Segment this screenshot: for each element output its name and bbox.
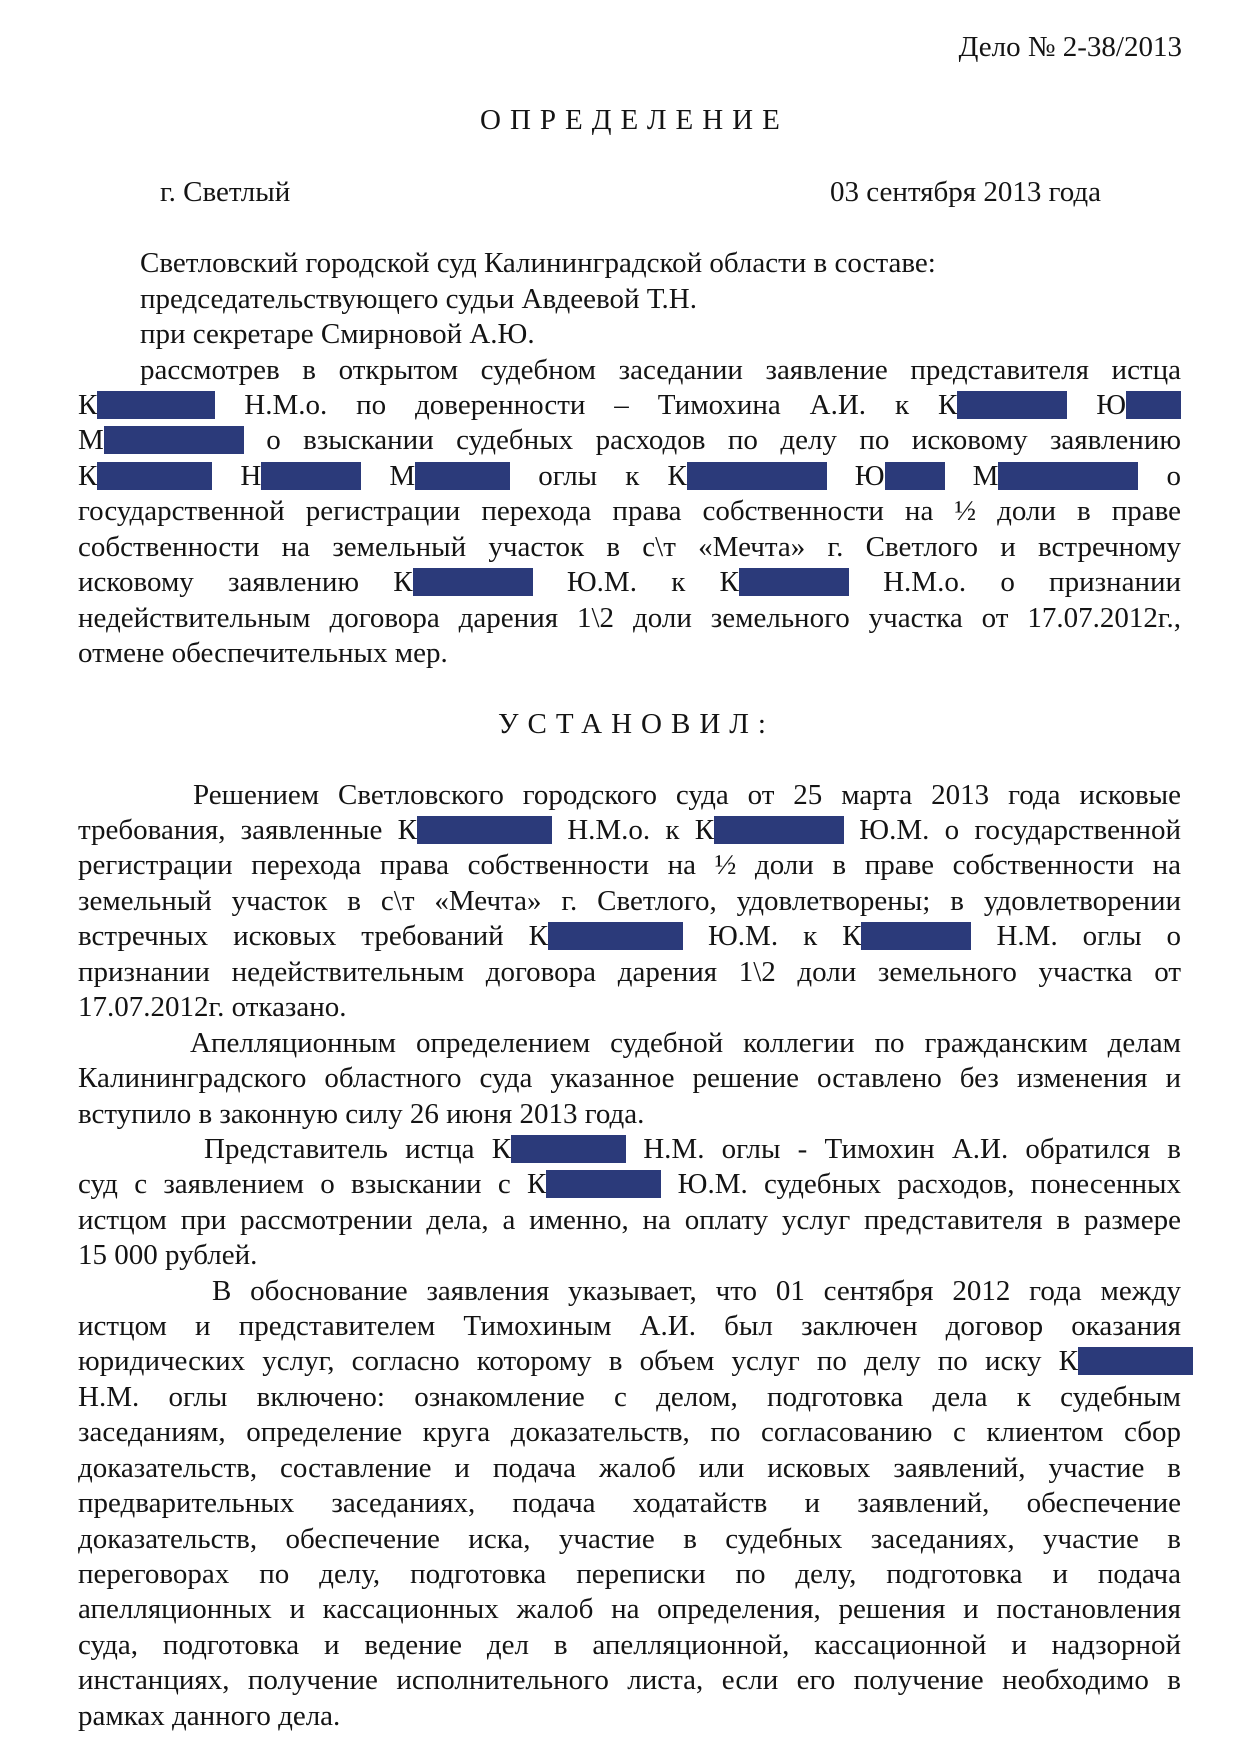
paragraph-line: суда, подготовка и ведение дел в апелляционной, кассационной и надзорной [78, 1629, 1181, 1661]
paragraph-line: признании недействительным договора дарения 1\2 доли земельного участка от [78, 956, 1181, 988]
intro-paragraph-line: рассмотрев в открытом судебном заседании заявление представителя истца [140, 354, 1181, 386]
paragraph-line: встречных исковых требований К Ю.М. к К Н.М. оглы о [78, 920, 1182, 952]
paragraph-line: Представитель истца К Н.М. оглы - Тимохин А.И. обратился в [204, 1133, 1181, 1165]
redaction-box [415, 462, 510, 490]
redaction-box [861, 922, 971, 950]
paragraph-line: вступило в законную силу 26 июня 2013 года. [78, 1098, 645, 1130]
intro-paragraph-line: К Н.М.о. по доверенности – Тимохина А.И. к К Ю [78, 388, 1181, 423]
paragraph-line: истцом и представителем Тимохиным А.И. был заключен договор оказания [78, 1310, 1181, 1342]
redaction-box [548, 922, 683, 950]
paragraph-line: доказательств, обеспечение иска, участие в судебных заседаниях, участие в [78, 1523, 1181, 1555]
paragraph-line: юридических услуг, согласно которому в объем услуг по делу по иску К [78, 1344, 1193, 1379]
document-title: ОПРЕДЕЛЕНИЕ [480, 104, 789, 136]
intro-line: Светловский городской суд Калининградской области в составе: [140, 247, 936, 279]
redaction-box [1126, 391, 1181, 419]
redaction-box [511, 1135, 626, 1163]
redaction-box [104, 426, 244, 454]
redaction-box [97, 391, 215, 419]
redaction-box [1078, 1347, 1193, 1375]
intro-line: председательствующего судьи Авдеевой Т.Н. [140, 283, 697, 315]
intro-paragraph-line: отмене обеспечительных мер. [78, 637, 448, 669]
intro-line: при секретаре Смирновой А.Ю. [140, 318, 535, 350]
intro-paragraph-line: собственности на земельный участок в с\т «Мечта» г. Светлого и встречному [78, 531, 1181, 563]
intro-paragraph-line: М о взыскании судебных расходов по делу по исковому заявлению [78, 424, 1182, 456]
section-title: УСТАНОВИЛ: [498, 708, 775, 740]
paragraph-line: Н.М. оглы включено: ознакомление с делом, подготовка дела к судебным [78, 1381, 1181, 1413]
paragraph-line: рамках данного дела. [78, 1700, 341, 1732]
paragraph-line: предварительных заседаниях, подача ходатайств и заявлений, обеспечение [78, 1487, 1181, 1519]
paragraph-line: 17.07.2012г. отказано. [78, 991, 347, 1023]
paragraph-line: Решением Светловского городского суда от 25 марта 2013 года исковые [193, 779, 1181, 811]
paragraph-line: доказательств, составление и подача жалоб или исковых заявлений, участие в [78, 1452, 1181, 1484]
redaction-box [714, 816, 844, 844]
document-date: 03 сентября 2013 года [830, 176, 1102, 208]
paragraph-line: апелляционных и кассационных жалоб на определения, решения и постановления [78, 1593, 1181, 1625]
paragraph-line: регистрации перехода права собственности на ½ доли в праве собственности на [78, 849, 1181, 881]
paragraph-line: требования, заявленные К Н.М.о. к К Ю.М. о государственной [78, 814, 1182, 846]
paragraph-line: земельный участок в с\т «Мечта» г. Светлого, удовлетворены; в удовлетворении [78, 885, 1181, 917]
redaction-box [261, 462, 361, 490]
paragraph-line: суд с заявлением о взыскании с К Ю.М. судебных расходов, понесенных [78, 1168, 1181, 1200]
paragraph-line: инстанциях, получение исполнительного листа, если его получение необходимо в [78, 1664, 1181, 1696]
intro-paragraph-line: исковому заявлению К Ю.М. к К Н.М.о. о признании [78, 566, 1181, 598]
paragraph-line: 15 000 рублей. [78, 1239, 258, 1271]
paragraph-line: В обоснование заявления указывает, что 01 сентября 2012 года между [212, 1275, 1181, 1307]
city: г. Светлый [160, 176, 291, 208]
redaction-box [687, 462, 827, 490]
redaction-box [739, 568, 849, 596]
redaction-box [546, 1170, 661, 1198]
redaction-box [97, 462, 212, 490]
case-number: Дело № 2-38/2013 [958, 31, 1182, 63]
intro-paragraph-line: государственной регистрации перехода права собственности на ½ доли в праве [78, 495, 1181, 527]
paragraph-line: истцом при рассмотрении дела, а именно, на оплату услуг представителя в размере [78, 1204, 1181, 1236]
redaction-box [885, 462, 945, 490]
paragraph-line: Калининградского областного суда указанное решение оставлено без изменения и [78, 1062, 1181, 1094]
redaction-box [998, 462, 1138, 490]
paragraph-line: заседаниям, определение круга доказательств, по согласованию с клиентом сбор [78, 1416, 1181, 1448]
paragraph-line: Апелляционным определением судебной коллегии по гражданским делам [190, 1027, 1181, 1059]
redaction-box [957, 391, 1067, 419]
redaction-box [417, 816, 552, 844]
paragraph-line: переговорах по делу, подготовка переписки по делу, подготовка и подача [78, 1558, 1181, 1590]
intro-paragraph-line: недействительным договора дарения 1\2 доли земельного участка от 17.07.2012г., [78, 602, 1181, 634]
redaction-box [413, 568, 533, 596]
intro-paragraph-line: К Н М оглы к К Ю М о [78, 460, 1182, 492]
